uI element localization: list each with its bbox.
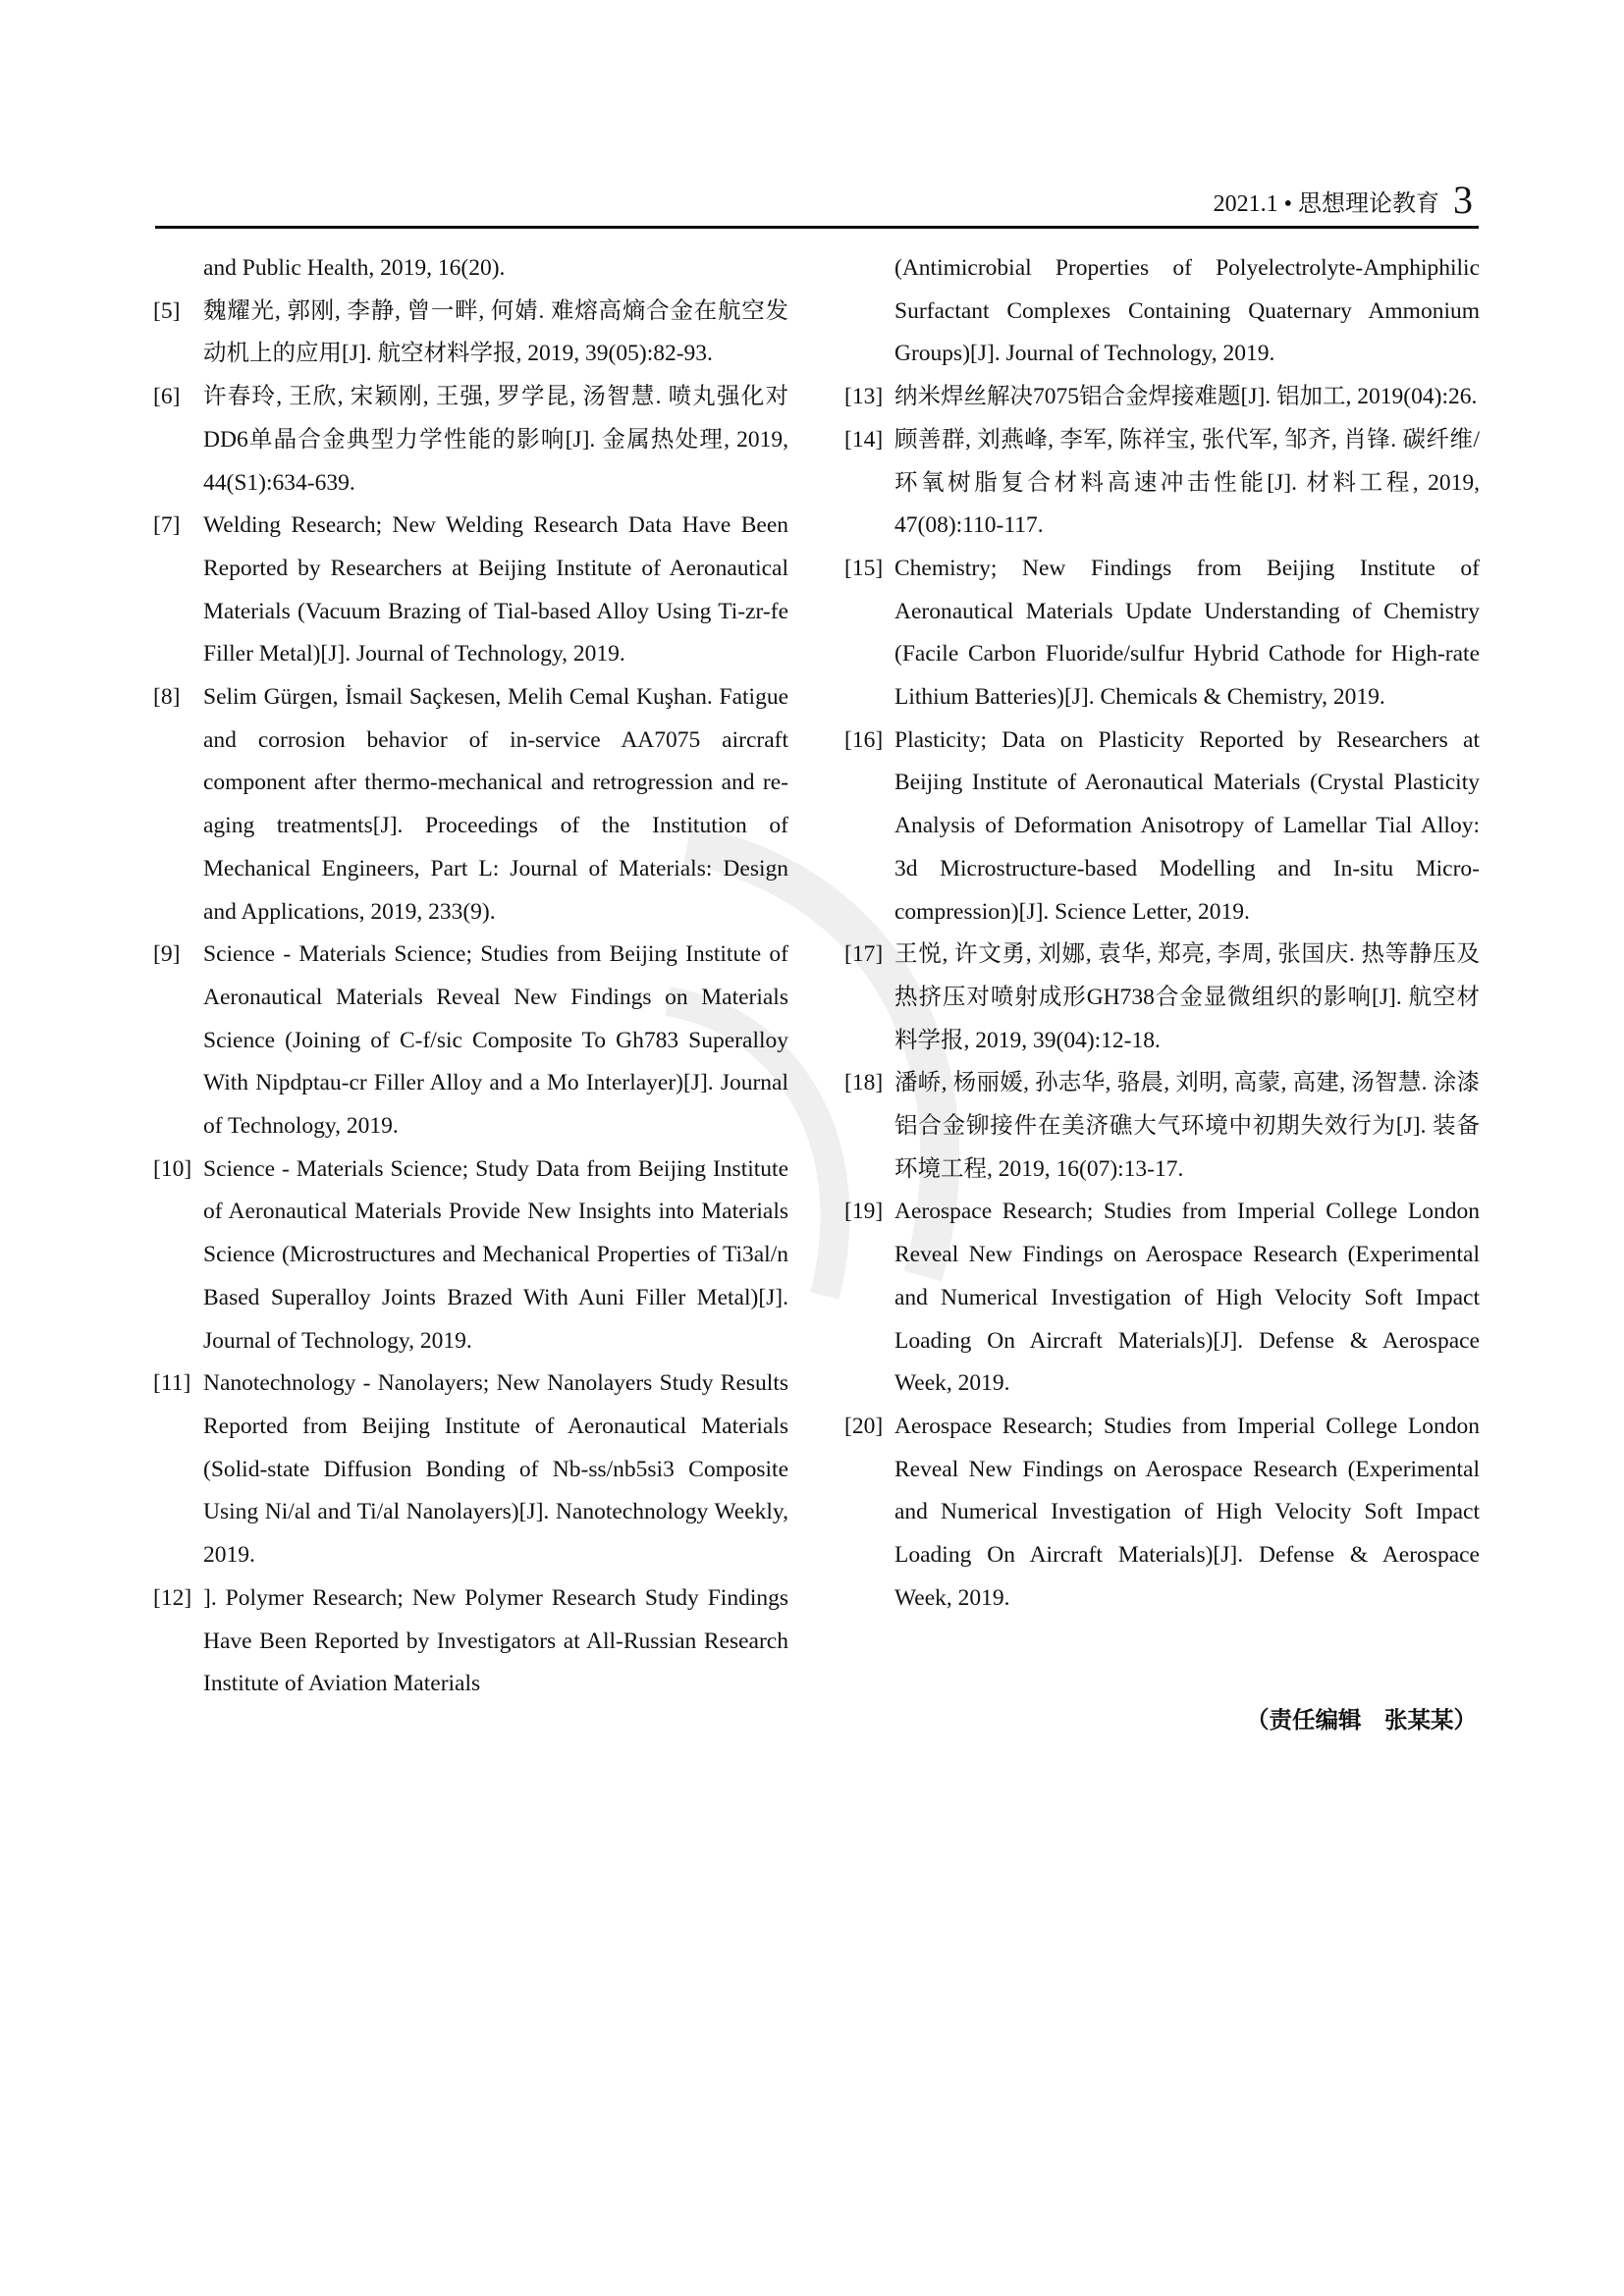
- reference-number: [9]: [153, 941, 181, 968]
- header-rule: [155, 226, 1479, 229]
- references-left-column: [153, 247, 788, 1706]
- reference-item: [844, 376, 1480, 419]
- reference-number: [7]: [153, 512, 181, 539]
- reference-text: Aerospace Research; Studies from Imperial College London Reveal New Findings on Aerospace Research (Experimental and Numerical Investigation of High Velocity Soft Impact Loading On Aircraft Materials)[J]. Defense & Aerospace Week, 2019.: [894, 1199, 1480, 1397]
- reference-item: [153, 1362, 788, 1577]
- reference-number: [10]: [153, 1155, 192, 1182]
- running-header: [155, 167, 1479, 226]
- reference-text: ]. Polymer Research; New Polymer Research Study Findings Have Been Reported by Investigators at All-Russian Research Institute of Aviation Materials: [203, 1584, 788, 1697]
- reference-item: [844, 720, 1480, 934]
- reference-number: [18]: [844, 1070, 884, 1096]
- page-number: 3: [1453, 178, 1473, 222]
- reference-text: Nanotechnology - Nanolayers; New Nanolayers Study Results Reported from Beijing Institute of Aeronautical Materials (Solid-state Diffusion Bonding of Nb-ss/nb5si3 Composite Using Ni/al and Ti/al Nanolayers)[J]. Nanotechnology Weekly, 2019.: [203, 1370, 788, 1569]
- reference-number: [17]: [844, 941, 884, 968]
- reference-text: 潘峤, 杨丽媛, 孙志华, 骆晨, 刘明, 高蒙, 高建, 汤智慧. 涂漆铝合金铆接件在美济礁大气环境中初期失效行为[J]. 装备环境工程, 2019, 16(07):13-17.: [894, 1070, 1480, 1182]
- journal-issue: 2021.1 • 思想理论教育: [1213, 191, 1439, 217]
- reference-number: [14]: [844, 426, 884, 453]
- reference-text: 顾善群, 刘燕峰, 李军, 陈祥宝, 张代军, 邹齐, 肖锋. 碳纤维/环氧树脂复合材料高速冲击性能[J]. 材料工程, 2019, 47(08):110-117.: [894, 426, 1480, 539]
- reference-item: [844, 934, 1480, 1062]
- reference-number: [5]: [153, 297, 181, 324]
- reference-item: [844, 419, 1480, 548]
- reference-text: Selim Gürgen, İsmail Saçkesen, Melih Cemal Kuşhan. Fatigue and corrosion behavior of in-service AA7075 aircraft component after thermo-mechanical and retrogression and re-aging treatments[J]. Proceedings of the Institution of Mechanical Engineers, Part L: Journal of Materials: Design and Applications, 2019, 233(9).: [203, 684, 788, 925]
- reference-text: 纳米焊丝解决7075铝合金焊接难题[J]. 铝加工, 2019(04):26.: [894, 384, 1478, 410]
- reference-text: 魏耀光, 郭刚, 李静, 曾一畔, 何婧. 难熔高熵合金在航空发动机上的应用[J]. 航空材料学报, 2019, 39(05):82-93.: [203, 297, 788, 367]
- reference-item: [153, 1577, 788, 1706]
- reference-number: [16]: [844, 726, 884, 753]
- reference-text: Science - Materials Science; Study Data from Beijing Institute of Aeronautical Materials Provide New Insights into Materials Science (Microstructures and Mechanical Properties of Ti3al/n Based Superalloy Joints Brazed With Auni Filler Metal)[J]. Journal of Technology, 2019.: [203, 1155, 788, 1354]
- reference-number: [20]: [844, 1413, 884, 1439]
- reference-number: [15]: [844, 555, 884, 581]
- reference-text: Aerospace Research; Studies from Imperial College London Reveal New Findings on Aerospace Research (Experimental and Numerical Investigation of High Velocity Soft Impact Loading On Aircraft Materials)[J]. Defense & Aerospace Week, 2019.: [894, 1413, 1480, 1611]
- reference-text: Plasticity; Data on Plasticity Reported by Researchers at Beijing Institute of Aeronautical Materials (Crystal Plasticity Analysis of Deformation Anisotropy of Lamellar Tial Alloy: 3d Microstructure-based Modelling and In-situ Micro-compression)[J]. Science Letter, 2019.: [894, 726, 1480, 925]
- reference-item: [153, 1148, 788, 1363]
- reference-item: [153, 934, 788, 1148]
- reference-item: [894, 247, 1480, 376]
- reference-item: [844, 548, 1480, 720]
- reference-number: [8]: [153, 684, 181, 711]
- reference-item: [844, 1191, 1480, 1406]
- references-right-column: [844, 247, 1480, 1621]
- reference-number: [13]: [844, 384, 884, 410]
- reference-text: (Antimicrobial Properties of Polyelectrolyte-Amphiphilic Surfactant Complexes Containing Quaternary Ammonium Groups)[J]. Journal of Technology, 2019.: [894, 255, 1480, 367]
- reference-item: [844, 1062, 1480, 1191]
- reference-text: Welding Research; New Welding Research Data Have Been Reported by Researchers at Beijing Institute of Aeronautical Materials (Vacuum Brazing of Tial-based Alloy Using Ti-zr-fe Filler Metal)[J]. Journal of Technology, 2019.: [203, 512, 788, 667]
- reference-item: [844, 1406, 1480, 1621]
- reference-item: [153, 505, 788, 676]
- reference-text: Science - Materials Science; Studies from Beijing Institute of Aeronautical Materials Reveal New Findings on Materials Science (Joining of C-f/sic Composite To Gh783 Superalloy With Nipdptau-cr Filler Alloy and a Mo Interlayer)[J]. Journal of Technology, 2019.: [203, 941, 788, 1140]
- reference-item: [203, 247, 788, 291]
- reference-text: and Public Health, 2019, 16(20).: [203, 255, 506, 281]
- reference-number: [12]: [153, 1584, 192, 1611]
- reference-text: 王悦, 许文勇, 刘娜, 袁华, 郑亮, 李周, 张国庆. 热等静压及热挤压对喷射成形GH738合金显微组织的影响[J]. 航空材料学报, 2019, 39(04):12-18.: [894, 941, 1480, 1053]
- reference-item: [153, 676, 788, 934]
- reference-number: [19]: [844, 1199, 884, 1225]
- reference-item: [153, 376, 788, 505]
- reference-text: 许春玲, 王欣, 宋颖刚, 王强, 罗学昆, 汤智慧. 喷丸强化对DD6单晶合金典型力学性能的影响[J]. 金属热处理, 2019, 44(S1):634-639.: [203, 384, 788, 496]
- reference-number: [6]: [153, 384, 181, 410]
- reference-item: [153, 291, 788, 376]
- editor-note: （责任编辑 张某某）: [1246, 1706, 1477, 1734]
- reference-text: Chemistry; New Findings from Beijing Institute of Aeronautical Materials Update Understanding of Chemistry (Facile Carbon Fluoride/sulfur Hybrid Cathode for High-rate Lithium Batteries)[J]. Chemicals & Chemistry, 2019.: [894, 555, 1480, 711]
- reference-number: [11]: [153, 1370, 191, 1397]
